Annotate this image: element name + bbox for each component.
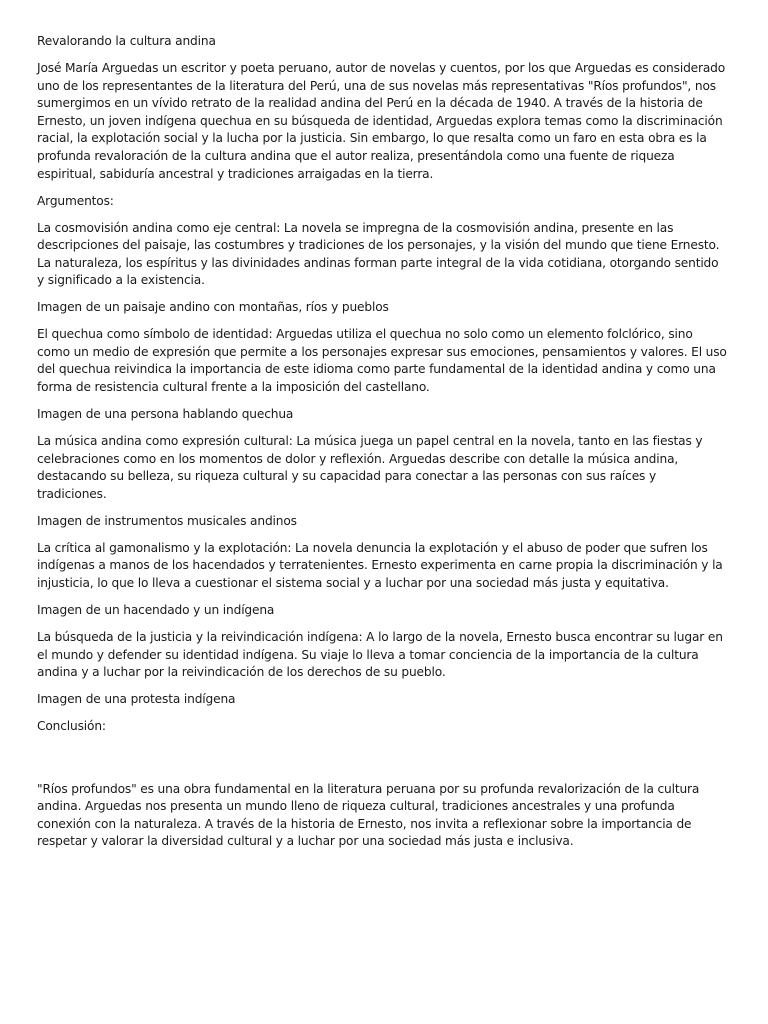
argument-gamonalismo: La crítica al gamonalismo y la explotación: La novela denuncia la explotación y el abuso de poder que sufren los indígenas a manos de los hacendados y terratenientes. Ernesto experimenta en carne propia la discriminación y la injusticia, lo que lo lleva a cuestionar el sistema social y a luchar por una sociedad más justa y equitativa. [37, 540, 723, 590]
argument-musica: La música andina como expresión cultural: La música juega un papel central en la novela, tanto en las fiestas y celebraciones como en los momentos de dolor y reflexión. Arguedas describe con detalle la música andina, destacando su belleza, su riqueza cultural y su capacidad para conectar a las personas con sus raíces y tradiciones. [37, 434, 703, 501]
document-body [37, 33, 729, 860]
image-caption-quechua: Imagen de una persona hablando quechua [37, 407, 294, 422]
document-title: Revalorando la cultura andina [37, 34, 216, 48]
conclusion-paragraph: "Ríos profundos" es una obra fundamental en la literatura peruana por su profunda revalorización de la cultura andina. Arguedas nos presenta un mundo lleno de riqueza cultural, tradiciones ancestrales y una profunda conexión con la naturaleza. A través de la historia de Ernesto, nos invita a reflexionar sobre la importancia de respetar y valorar la diversidad cultural y a luchar por una sociedad más justa e inclusiva. [37, 781, 700, 849]
argument-quechua: El quechua como símbolo de identidad: Arguedas utiliza el quechua no solo como un elemento folclórico, sino como un medio de expresión que permite a los personajes expresar sus emociones, pensamientos y valores. El uso del quechua reivindica la importancia de este idioma como parte fundamental de la identidad andina y como una forma de resistencia cultural frente a la imposición del castellano. [37, 327, 727, 395]
intro-paragraph: José María Arguedas un escritor y poeta peruano, autor de novelas y cuentos, por los que Arguedas es considerado uno de los representantes de la literatura del Perú, una de sus novelas más representativas "Ríos profundos", nos sumergimos en un vívido retrato de la realidad andina del Perú en la década de 1940. A través de la historia de Ernesto, un joven indígena quechua en su búsqueda de identidad, Arguedas explora temas como la discriminación racial, la explotación social y la lucha por la justicia. Sin embargo, lo que resalta como un faro en esta obra es la profunda revaloración de la cultura andina que el autor realiza, presentándola como una fuente de riqueza espiritual, sabiduría ancestral y tradiciones arraigadas en la tierra. [37, 60, 726, 181]
conclusion-heading: Conclusión: [37, 719, 106, 734]
arguments-heading: Argumentos: [37, 193, 114, 208]
argument-justicia: La búsqueda de la justicia y la reivindicación indígena: A lo largo de la novela, Ernesto busca encontrar su lugar en el mundo y defender su identidad indígena. Su viaje lo lleva a tomar conciencia de la importancia de la cultura andina y a luchar por la reivindicación de los derechos de su pueblo. [37, 629, 723, 680]
argument-cosmovision: La cosmovisión andina como eje central: La novela se impregna de la cosmovisión andina, presente en las descripciones del paisaje, las costumbres y tradiciones de los personajes, y la visión del mundo que tiene Ernesto. La naturaleza, los espíritus y las divinidades andinas forman parte integral de la vida cotidiana, otorgando sentido y significado a la existencia. [37, 220, 720, 288]
image-caption-paisaje: Imagen de un paisaje andino con montañas, ríos y pueblos [37, 300, 389, 315]
image-caption-protesta: Imagen de una protesta indígena [37, 692, 236, 707]
image-caption-instrumentos: Imagen de instrumentos musicales andinos [37, 513, 297, 528]
image-caption-hacendado: Imagen de un hacendado y un indígena [37, 602, 275, 617]
